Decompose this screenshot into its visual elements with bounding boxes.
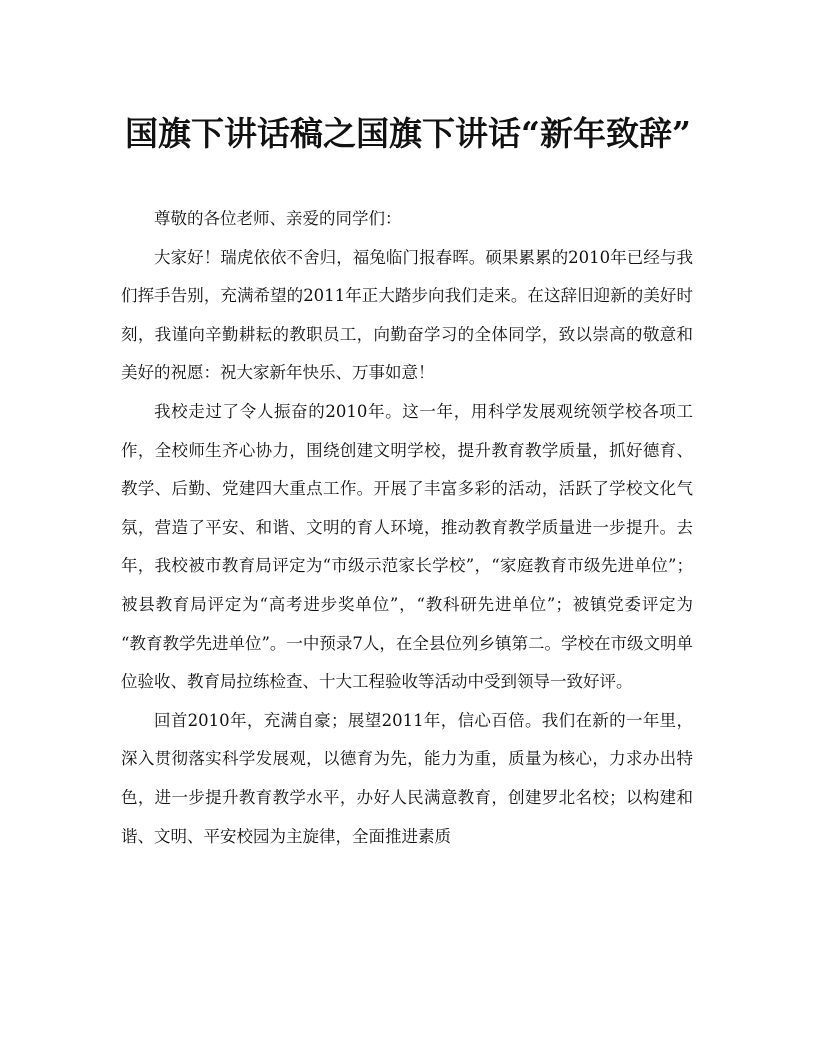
- paragraph-outlook: 回首2010年，充满自豪；展望2011年，信心百倍。我们在新的一年里，深入贯彻落实科学发展观，以德育为先，能力为重，质量为核心，力求办出特色，进一步提升教育教学水平，办好人民满意教育，创建罗北名校；以构建和谐、文明、平安校园为主旋律，全面推进素质: [121, 710, 693, 846]
- paragraph-achievements: 我校走过了令人振奋的2010年。这一年，用科学发展观统领学校各项工作，全校师生齐心协力，围绕创建文明学校，提升教育教学质量，抓好德育、教学、后勤、党建四大重点工作。开展了丰富多彩的活动，活跃了学校文化气氛，营造了平安、和谐、文明的育人环境，推动教育教学质量进一步提升。去年，我校被市教育局评定为“市级示范家长学校”，“家庭教育市级先进单位”；被县教育局评定为“高考进步奖单位”，“教科研先进单位”；被镇党委评定为 “教育教学先进单位”。一中预录7人，在全县位列乡镇第二。学校在市级文明单位验收、教育局拉练检查、十大工程验收等活动中受到领导一致好评。: [121, 401, 693, 692]
- salutation: 尊敬的各位老师、亲爱的同学们：: [154, 209, 402, 228]
- paragraph-greeting: 大家好！瑞虎依依不舍归，福兔临门报春晖。硕果累累的2010年已经与我们挥手告别，充满希望的2011年正大踏步向我们走来。在这辞旧迎新的美好时刻，我谨向辛勤耕耘的教职员工，向勤奋学习的全体同学，致以崇高的敬意和美好的祝愿：祝大家新年快乐、万事如意！: [121, 247, 693, 383]
- document-body: [121, 200, 693, 856]
- document-title: 国旗下讲话稿之国旗下讲话“新年致辞”: [125, 114, 691, 153]
